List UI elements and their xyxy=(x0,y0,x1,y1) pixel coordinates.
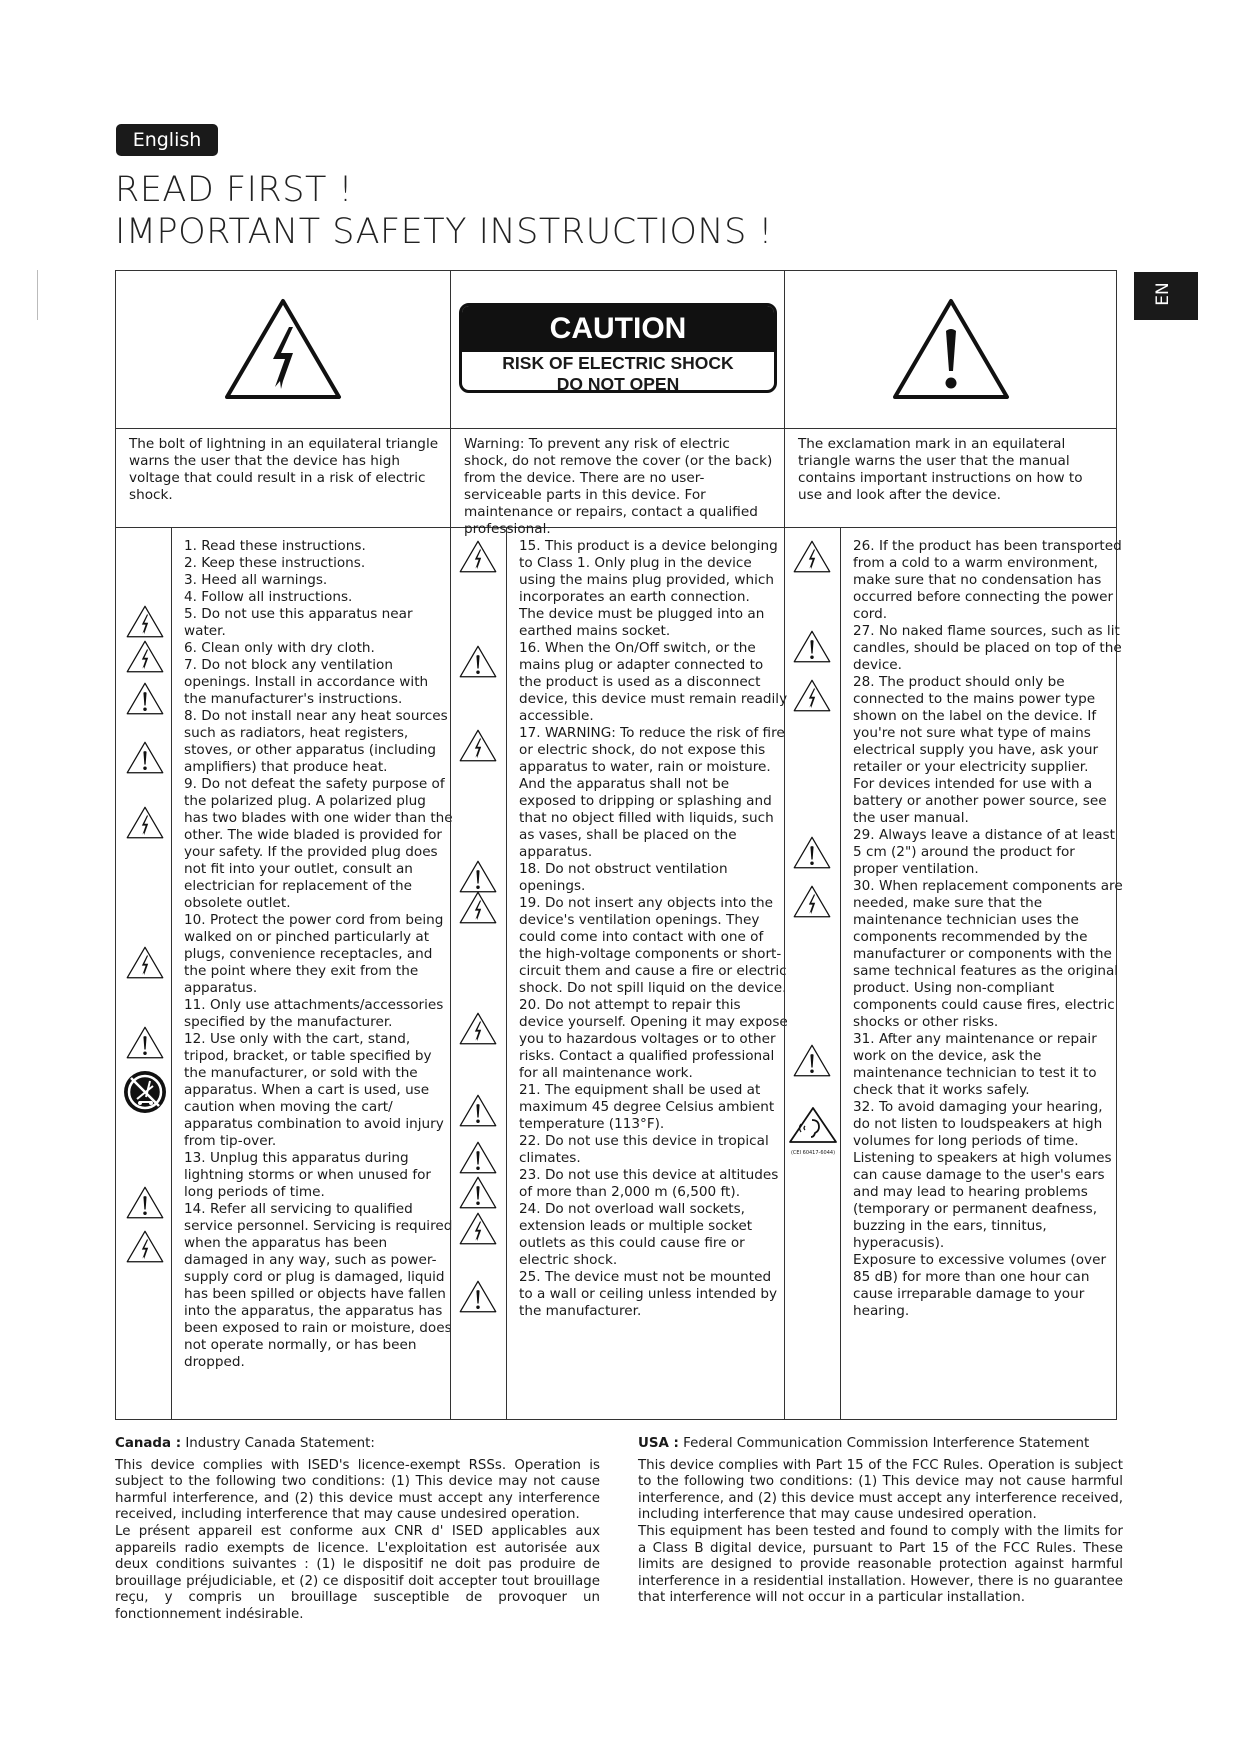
instruction-item: 10. Protect the power cord from being walked on or pinched particularly at plugs, convenience receptacles, and the point where they exit from the apparatus. xyxy=(184,912,444,996)
usa-text-2: This equipment has been tested and found to comply with the limits for a Class B digital device, pursuant to Part 15 of the FCC Rules. These limits are designed to provide reasonable protection against harmful interference in a residential installation. However, there is no guarantee that interference will not occur in a particular installation. xyxy=(638,1523,1123,1606)
instruction-item: 14. Refer all servicing to qualified service personnel. Servicing is required when the apparatus has been damaged in any way, such as power-supply cord or plug is damaged, liquid has been spilled or objects have fallen into the apparatus, the apparatus has been exposed to rain or moisture, does not operate normally, or has been dropped. xyxy=(184,1201,453,1370)
instruction-item: 11. Only use attachments/accessories specified by the manufacturer. xyxy=(184,997,444,1030)
lightning-triangle-icon xyxy=(459,540,497,573)
lightning-triangle-icon xyxy=(223,297,343,401)
instructions-text-2 xyxy=(519,538,789,1320)
instruction-item: 18. Do not obstruct ventilation openings. xyxy=(519,861,728,894)
instructions-table xyxy=(115,528,1123,1420)
instruction-item: 12. Use only with the cart, stand, tripod, bracket, or table specified by the manufacturer, or sold with the apparatus. When a cart is used, use caution when moving the cart/ apparatus combination to avoid injury from tip-over. xyxy=(184,1031,444,1149)
canada-label: Canada : xyxy=(115,1436,182,1451)
caution-line2: DO NOT OPEN xyxy=(556,374,680,393)
instruction-item: 16. When the On/Off switch, or the mains plug or adapter connected to the product is used as a disconnect device, this device must remain readily accessible. xyxy=(519,640,788,724)
instruction-item: 4. Follow all instructions. xyxy=(184,589,353,605)
instructions-column-3 xyxy=(784,528,1123,1419)
instructions-column-2 xyxy=(450,528,788,1419)
caution-line1: RISK OF ELECTRIC SHOCK xyxy=(502,353,734,373)
instruction-item: 29. Always leave a distance of at least 5 cm (2") around the product for proper ventilation. xyxy=(853,827,1115,877)
instruction-item: 30. When replacement components are needed, make sure that the maintenance technician uses the components recommended by the manufacturer or components with the same technical features as the original product. Using non-compliant components could cause fires, electric shocks or other risks. xyxy=(853,878,1123,1030)
instruction-item: 28. The product should only be connected to the mains power type shown on the label on the device. If you're not sure what type of mains electrical supply you have, ask your retailer or your electricity supplier. xyxy=(853,674,1099,775)
instruction-item: 27. No naked flame sources, such as lit candles, should be placed on top of the device. xyxy=(853,623,1122,673)
instructions-text-3 xyxy=(853,538,1123,1320)
lightning-triangle-icon xyxy=(459,1012,497,1045)
page-title-line2: IMPORTANT SAFETY INSTRUCTIONS ! xyxy=(115,212,773,252)
instruction-item: 15. This product is a device belonging to Class 1. Only plug in the device using the mains plug provided, which incorporates an earth connection. xyxy=(519,538,778,605)
canada-statement xyxy=(115,1436,600,1624)
hearing-warning-icon xyxy=(788,1106,838,1148)
lightning-description: The bolt of lightning in an equilateral triangle warns the user that the device has high voltage that could result in a risk of electric shock. xyxy=(129,436,439,503)
canada-title: Industry Canada Statement: xyxy=(185,1436,375,1451)
warning-description: Warning: To prevent any risk of electric shock, do not remove the cover (or the back) from the device. There are no user-serviceable parts in this device. For maintenance or repairs, contact a qualified professional. xyxy=(464,436,773,537)
instruction-item: 23. Do not use this device at altitudes of more than 2,000 m (6,500 ft). xyxy=(519,1167,779,1200)
lightning-triangle-icon xyxy=(126,605,164,638)
instruction-item: 7. Do not block any ventilation openings. Install in accordance with the manufacturer's instructions. xyxy=(184,657,429,707)
instruction-item: 8. Do not install near any heat sources such as radiators, heat registers, stoves, or other apparatus (including amplifiers) that produce heat. xyxy=(184,708,448,775)
instruction-item: 24. Do not overload wall sockets, extension leads or multiple socket outlets as this could cause fire or electric shock. xyxy=(519,1201,753,1268)
exclamation-triangle-icon xyxy=(793,836,831,869)
side-tab-label: EN xyxy=(1153,282,1173,306)
exclamation-triangle-icon xyxy=(793,630,831,663)
lightning-triangle-icon xyxy=(126,1230,164,1263)
instruction-item: 22. Do not use this device in tropical climates. xyxy=(519,1133,769,1166)
instruction-item: Exposure to excessive volumes (over 85 dB) for more than one hour can cause irreparable damage to your hearing. xyxy=(853,1252,1107,1319)
caution-label xyxy=(459,303,777,393)
exclamation-triangle-icon xyxy=(459,1094,497,1127)
symbol-column-lightning xyxy=(116,271,450,527)
lightning-triangle-icon xyxy=(793,679,831,712)
symbols-table xyxy=(115,270,1117,537)
lightning-triangle-icon xyxy=(126,946,164,979)
hearing-icon-code: (CEI 60417-6044) xyxy=(790,1150,836,1156)
exclamation-triangle-icon xyxy=(891,297,1011,401)
usa-title: Federal Communication Commission Interference Statement xyxy=(683,1436,1090,1451)
usa-statement xyxy=(638,1436,1123,1607)
usa-text: This device complies with Part 15 of the FCC Rules. Operation is subject to the following two conditions: (1) This device may not cause harmful interference, and (2) this device must accept any interference received, including interference that may cause undesired operation. xyxy=(638,1457,1123,1523)
no-cart-tipover-icon xyxy=(122,1069,168,1115)
instruction-item: 31. After any maintenance or repair work on the device, ask the maintenance technician to test it to check that it works safely. xyxy=(853,1031,1097,1098)
exclamation-triangle-icon xyxy=(126,741,164,774)
canada-text-fr: Le présent appareil est conforme aux CNR d' ISED applicables aux appareils radio exempts de licence. L'exploitation est autorisée aux deux conditions suivantes : (1) le dispositif ne doit pas produire de brouillage préjudiciable, et (2) ce dispositif doit accepter tout brouillage reçu, y compris un brouillage susceptible de provoquer un fonctionnement indésirable. xyxy=(115,1523,600,1622)
instruction-item: 26. If the product has been transported from a cold to a warm environment, make sure that no condensation has occurred before connecting the power cord. xyxy=(853,538,1122,622)
exclamation-triangle-icon xyxy=(459,1176,497,1209)
instruction-item: 21. The equipment shall be used at maximum 45 degree Celsius ambient temperature (113°F). xyxy=(519,1082,775,1132)
lightning-triangle-icon xyxy=(126,806,164,839)
instruction-item: 2. Keep these instructions. xyxy=(184,555,366,571)
instruction-item: 6. Clean only with dry cloth. xyxy=(184,640,375,656)
symbol-column-caution xyxy=(450,271,785,537)
exclamation-triangle-icon xyxy=(126,1026,164,1059)
exclamation-triangle-icon xyxy=(459,645,497,678)
page-title-line1: READ FIRST ! xyxy=(115,170,353,210)
lightning-triangle-icon xyxy=(459,891,497,924)
instruction-item: 17. WARNING: To reduce the risk of fire or electric shock, do not expose this apparatus to water, rain or moisture. And the apparatus shall not be exposed to dripping or splashing and that no object filled with liquids, such as vases, shall be placed on the apparatus. xyxy=(519,725,785,860)
caution-title: CAUTION xyxy=(462,306,774,352)
instruction-item: 25. The device must not be mounted to a wall or ceiling unless intended by the manufacturer. xyxy=(519,1269,778,1319)
lightning-triangle-icon xyxy=(459,729,497,762)
instruction-item: 19. Do not insert any objects into the device's ventilation openings. They could come into contact with one of the high-voltage components or short-circuit them and cause a fire or electric shock. Do not spill liquid on the device. xyxy=(519,895,787,996)
instruction-item: 1. Read these instructions. xyxy=(184,538,366,554)
instruction-item: 9. Do not defeat the safety purpose of the polarized plug. A polarized plug has two blades with one wider than the other. The wide bladed is provided for your safety. If the provided plug does not fit into your outlet, consult an electrician for replacement of the obsolete outlet. xyxy=(184,776,453,911)
lightning-triangle-icon xyxy=(459,1212,497,1245)
exclamation-triangle-icon xyxy=(126,682,164,715)
edge-mark xyxy=(37,270,38,320)
exclamation-triangle-icon xyxy=(126,1186,164,1219)
instruction-item: For devices intended for use with a battery or another power source, see the user manual. xyxy=(853,776,1107,826)
instruction-item: 20. Do not attempt to repair this device yourself. Opening it may expose you to hazardous voltages or to other risks. Contact a qualified professional for all maintenance work. xyxy=(519,997,788,1081)
lightning-triangle-icon xyxy=(793,540,831,573)
symbol-column-exclamation xyxy=(784,271,1117,527)
exclamation-description: The exclamation mark in an equilateral triangle warns the user that the manual contains important instructions on how to use and look after the device. xyxy=(798,436,1083,503)
instruction-item: 5. Do not use this apparatus near water. xyxy=(184,606,413,639)
instruction-item: 3. Heed all warnings. xyxy=(184,572,328,588)
instruction-item: The device must be plugged into an earthed mains socket. xyxy=(519,606,765,639)
instructions-text-1 xyxy=(184,538,454,1371)
exclamation-triangle-icon xyxy=(793,1044,831,1077)
language-side-tab xyxy=(1134,272,1198,320)
instruction-item: 13. Unplug this apparatus during lightning storms or when unused for long periods of time. xyxy=(184,1150,432,1200)
exclamation-triangle-icon xyxy=(459,1141,497,1174)
canada-text: This device complies with ISED's licence-exempt RSSs. Operation is subject to the following two conditions: (1) This device may not cause harmful interference, and (2) this device must accept any interference received, including interference that may cause undesired operation. xyxy=(115,1457,600,1523)
usa-label: USA : xyxy=(638,1436,679,1451)
lightning-triangle-icon xyxy=(126,640,164,673)
exclamation-triangle-icon xyxy=(459,860,497,893)
instructions-column-1 xyxy=(116,528,453,1419)
instruction-item: 32. To avoid damaging your hearing, do not listen to loudspeakers at high volumes for long periods of time. Listening to speakers at high volumes can cause damage to the user's ears and may lead to hearing problems (temporary or permanent deafness, buzzing in the ears, tinnitus, hyperacusis). xyxy=(853,1099,1112,1251)
language-badge: English xyxy=(116,124,218,156)
exclamation-triangle-icon xyxy=(459,1280,497,1313)
lightning-triangle-icon xyxy=(793,885,831,918)
